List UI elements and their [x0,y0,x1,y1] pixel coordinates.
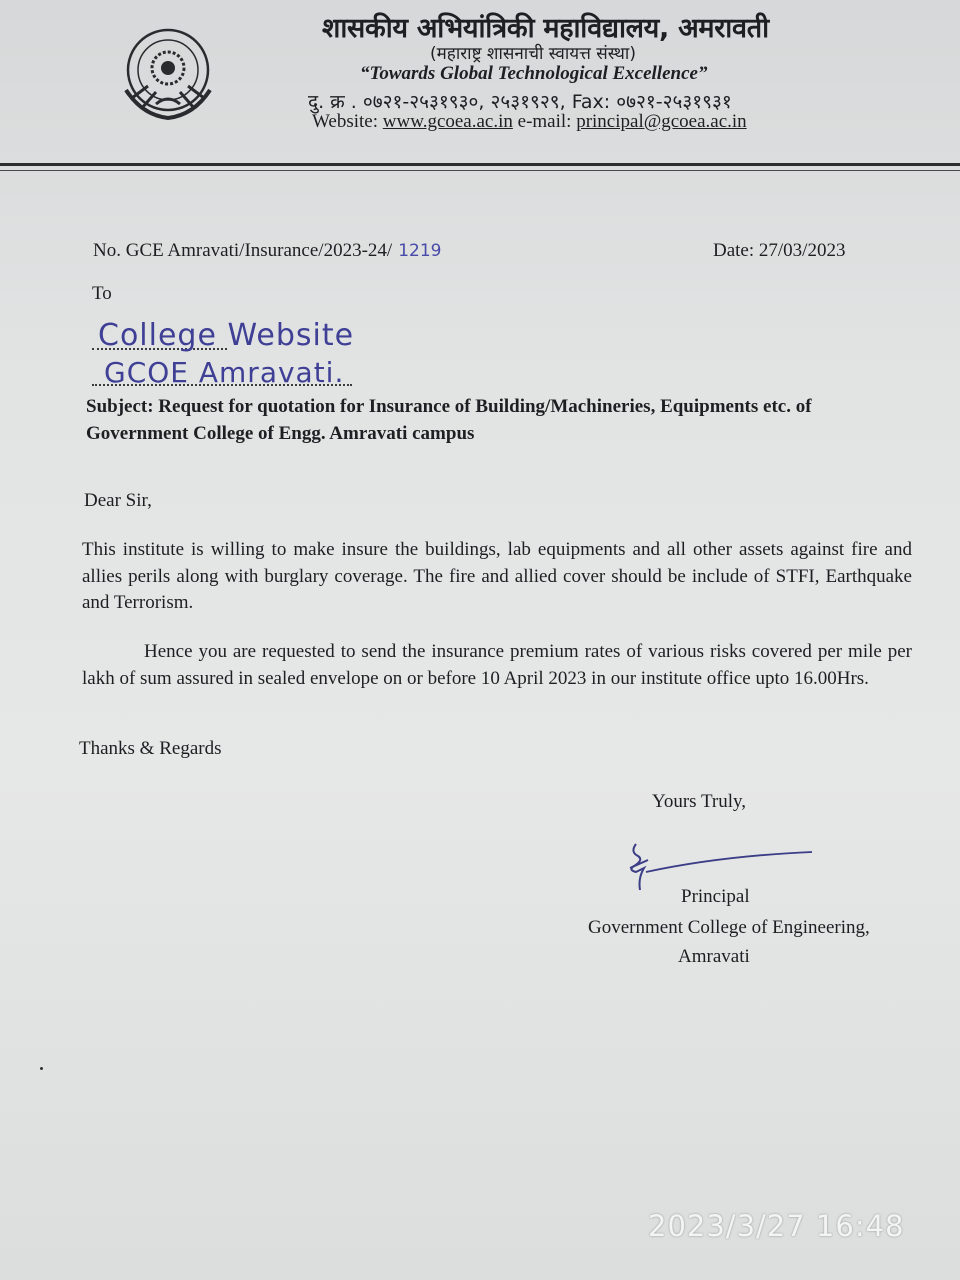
phone-fax-line: दु. क्र . ०७२१-२५३१९३०, २५३१९२९, Fax: ०७२१-२५३१९३१ [308,91,732,113]
signatory-organization: Government College of Engineering, [588,917,870,938]
to-label: To [92,283,112,304]
institute-motto: “Towards Global Technological Excellence” [360,63,708,84]
signatory-title: Principal [681,886,750,907]
college-seal-icon [112,20,224,126]
institute-name-hindi: शासकीय अभियांत्रिकी महाविद्यालय, अमरावती [322,13,769,44]
email-link[interactable]: principal@gcoea.ac.in [576,111,747,132]
body-paragraph-2: Hence you are requested to send the insurance premium rates of various risks covered per mile per lakh of sum assured in sealed envelope on or before 10 April 2023 in our institute office upto 16.00Hrs. [82,641,912,689]
header-divider-thick [0,163,960,166]
reference-number-text: No. GCE Amravati/Insurance/2023-24/ [93,240,393,261]
header-divider-thin [0,170,960,171]
website-link[interactable]: www.gcoea.ac.in [382,111,513,132]
closing-line: Thanks & Regards [79,738,222,759]
email-label: e-mail: [517,111,572,132]
yours-truly: Yours Truly, [652,791,747,812]
salutation: Dear Sir, [84,490,152,511]
recipient-line-2: GCOE Amravati. [104,356,345,389]
reference-number-handwritten: 1219 [398,241,442,261]
institute-subtitle-hindi: (महाराष्ट्र शासनाची स्वायत्त संस्था) [430,44,636,64]
reference-number [93,240,441,262]
letter-subject: Subject: Request for quotation for Insurance of Building/Machineries, Equipments etc. of Government College of Engg. Amravati campus [86,396,812,444]
body-paragraph-1: This institute is willing to make insure the buildings, lab equipments and all other assets against fire and allies perils along with burglary coverage. The fire and allied cover should be include of STFI, Earthquake and Terrorism. [82,539,912,613]
signatory-city: Amravati [678,946,750,967]
paper-speck [40,1067,43,1070]
letter-date: Date: 27/03/2023 [713,240,846,261]
recipient-line-1: College Website [98,318,355,353]
website-label: Website: [312,111,379,132]
contact-line [312,111,747,133]
photo-timestamp: 2023/3/27 16:48 [648,1209,905,1243]
